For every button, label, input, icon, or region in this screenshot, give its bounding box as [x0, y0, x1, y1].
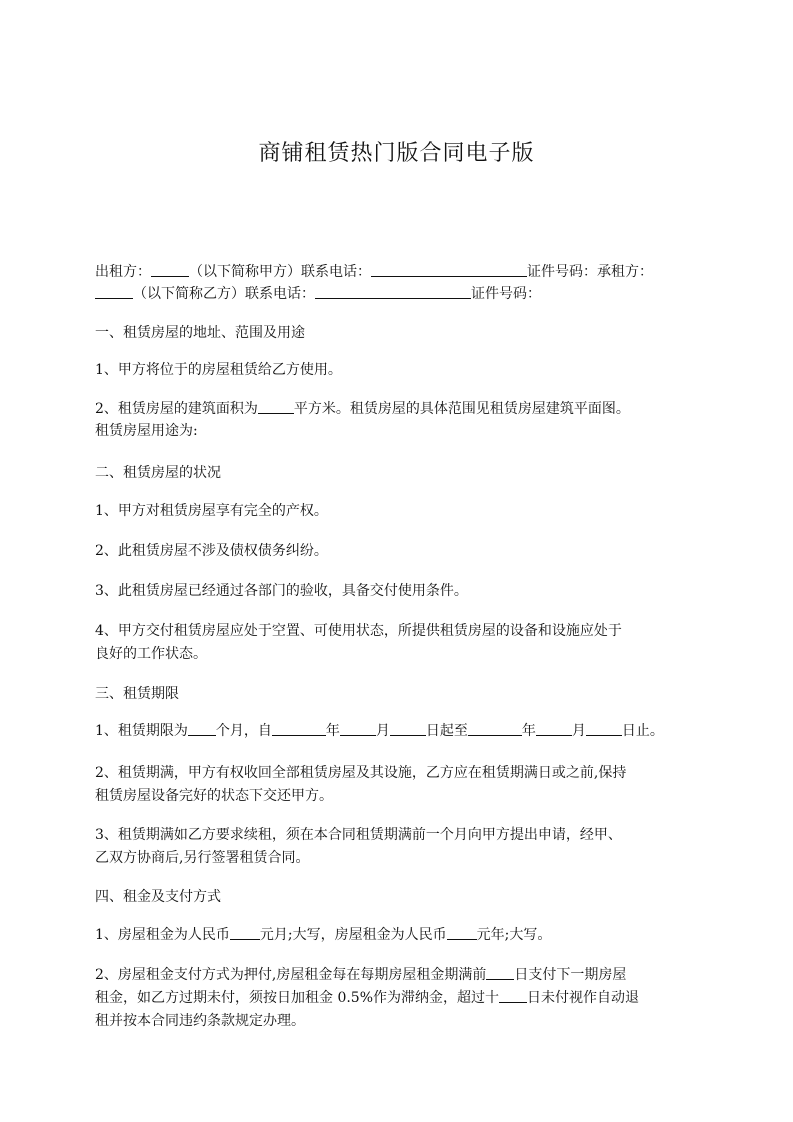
payment-days-blank	[486, 964, 514, 980]
lessor-phone-blank	[371, 261, 527, 277]
section-heading-1: 一、租赁房屋的地址、范围及用途	[95, 325, 305, 341]
end-month-blank	[536, 720, 572, 736]
lessee-phone-blank	[315, 283, 471, 299]
clause-1-2: 2、租赁房屋的建筑面积为 平方米。租赁房屋的具体范围见租赁房屋建筑平面图。	[95, 398, 705, 420]
clause-1-1: 1、甲方将位于的房屋租赁给乙方使用。	[95, 362, 342, 378]
clause-4-1: 1、房屋租金为人民币 元月;大写，房屋租金为人民币 元年;大写。	[95, 924, 705, 946]
start-day-blank	[390, 720, 426, 736]
lessee-blank	[95, 283, 133, 299]
clause-4-2: 2、房屋租金支付方式为押付,房屋租金每在每期房屋租金期满前 日支付下一期房屋	[95, 964, 705, 986]
lessor-blank	[151, 261, 189, 277]
clause-2-1: 1、甲方对租赁房屋享有完全的产权。	[95, 503, 328, 519]
end-day-blank	[586, 720, 622, 736]
clause-2-4-cont: 良好的工作状态。	[95, 646, 207, 662]
section-heading-2: 二、租赁房屋的状况	[95, 465, 221, 481]
clause-2-4: 4、甲方交付租赁房屋应处于空置、可使用状态，所提供租赁房屋的设备和设施应处于	[95, 623, 622, 639]
monthly-rent-blank	[230, 924, 260, 940]
clause-2-2: 2、此租赁房屋不涉及债权债务纠纷。	[95, 543, 328, 559]
annual-rent-blank	[447, 924, 477, 940]
clause-3-2: 2、租赁期满，甲方有权收回全部租赁房屋及其设施，乙方应在租赁期满日或之前,保持	[95, 765, 627, 781]
party-line-2: （以下简称乙方）联系电话： 证件号码：	[95, 283, 705, 305]
start-year-blank	[272, 720, 326, 736]
clause-4-2-cont-2: 租并按本合同违约条款规定办理。	[95, 1013, 305, 1029]
clause-2-3: 3、此租赁房屋已经通过各部门的验收，具备交付使用条件。	[95, 583, 468, 599]
start-month-blank	[340, 720, 376, 736]
clause-3-3: 3、租赁期满如乙方要求续租，须在本合同租赁期满前一个月向甲方提出申请，经甲、	[95, 827, 622, 843]
overdue-days-blank	[499, 987, 527, 1003]
document-title: 商铺租赁热门版合同电子版	[258, 141, 535, 166]
clause-4-2-cont: 租金，如乙方过期未付，须按日加租金 0.5%作为滞纳金，超过十 日未付视作自动退	[95, 987, 705, 1009]
party-line-1: 出租方： （以下简称甲方）联系电话： 证件号码：承租方：	[95, 261, 705, 283]
section-heading-3: 三、租赁期限	[95, 686, 179, 702]
months-blank	[188, 720, 216, 736]
clause-3-3-cont: 乙双方协商后,另行签署租赁合同。	[95, 850, 310, 866]
clause-3-1: 1、租赁期限为 个月，自 年 月 日起至 年 月 日止。	[95, 720, 705, 742]
area-blank	[258, 398, 294, 414]
section-heading-4: 四、租金及支付方式	[95, 889, 221, 905]
end-year-blank	[468, 720, 522, 736]
clause-3-2-cont: 租赁房屋设备完好的状态下交还甲方。	[95, 788, 333, 804]
clause-1-2-cont: 租赁房屋用途为:	[95, 423, 198, 439]
